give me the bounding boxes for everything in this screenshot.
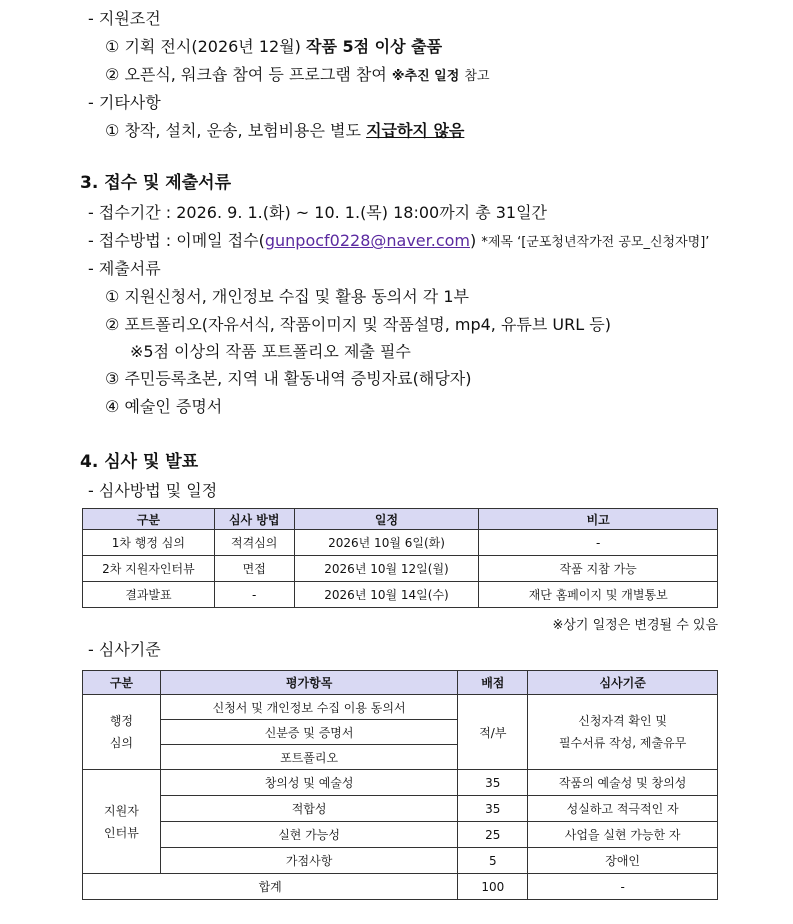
other-notes-heading: - 기타사항 [88, 93, 161, 112]
schedule-reference: ※추진 일정 [391, 69, 460, 84]
table-cell: 작품 지참 가능 [479, 556, 718, 582]
document-note: ※5점 이상의 작품 포트폴리오 제출 필수 [130, 342, 411, 361]
total-label: 합계 [83, 874, 458, 900]
table-cell: - [479, 530, 718, 556]
table-cell: 성실하고 적극적인 자 [528, 796, 718, 822]
column-header: 구분 [83, 509, 215, 530]
subject-note: *제목 ‘[군포청년작가전 공모_신청자명]’ [481, 235, 710, 250]
support-condition-item-2 [105, 65, 490, 87]
item-emphasis: 작품 5점 이상 출품 [306, 37, 443, 56]
table-header-row [83, 671, 718, 695]
schedule-heading: - 심사방법 및 일정 [88, 481, 218, 500]
method-label: - 접수방법 : 이메일 접수( [88, 231, 265, 250]
application-method [88, 231, 709, 253]
table-row [83, 530, 718, 556]
criteria-table [82, 670, 718, 900]
support-conditions-heading: - 지원조건 [88, 9, 161, 28]
column-header: 일정 [294, 509, 479, 530]
total-criteria: - [528, 874, 718, 900]
item-text: 창작, 설치, 운송, 보험비용은 별도 [124, 121, 361, 140]
column-header: 심사 방법 [214, 509, 294, 530]
support-condition-item-1 [105, 37, 442, 57]
table-cell: 재단 홈페이지 및 개별통보 [479, 582, 718, 608]
document-item [105, 287, 469, 307]
table-row [83, 770, 718, 796]
item-emphasis: 지급하지 않음 [366, 121, 465, 140]
table-cell: 면접 [214, 556, 294, 582]
item-number: ④ [105, 397, 120, 416]
column-header: 구분 [83, 671, 161, 695]
admin-score: 적/부 [458, 695, 528, 770]
table-row [83, 848, 718, 874]
item-number: ① [105, 37, 120, 56]
table-cell: 신청서 및 개인정보 수집 이용 동의서 [160, 695, 457, 720]
column-header: 비고 [479, 509, 718, 530]
item-number: ① [105, 121, 120, 140]
item-text: 주민등록초본, 지역 내 활동내역 증빙자료(해당자) [124, 369, 472, 388]
item-number: ① [105, 287, 120, 306]
item-text: 기획 전시(2026년 12월) [124, 37, 301, 56]
section-4-title: 4. 심사 및 발표 [80, 452, 199, 472]
documents-heading: - 제출서류 [88, 259, 161, 278]
column-header: 배점 [458, 671, 528, 695]
item-text: 예술인 증명서 [124, 397, 223, 416]
table-cell: - [214, 582, 294, 608]
table-cell: 작품의 예술성 및 창의성 [528, 770, 718, 796]
item-number: ③ [105, 369, 120, 388]
table-cell: 창의성 및 예술성 [160, 770, 457, 796]
table-cell: 35 [458, 770, 528, 796]
other-note-item-1 [105, 121, 464, 141]
table-row [83, 556, 718, 582]
item-text: 지원신청서, 개인정보 수집 및 활용 동의서 각 1부 [124, 287, 469, 306]
item-number: ② [105, 65, 120, 84]
table-cell: 5 [458, 848, 528, 874]
section-3-title: 3. 접수 및 제출서류 [80, 173, 231, 193]
table-cell: 1차 행정 심의 [83, 530, 215, 556]
table-cell: 실현 가능성 [160, 822, 457, 848]
interview-group: 지원자 인터뷰 [83, 770, 161, 874]
application-period: - 접수기간 : 2026. 9. 1.(화) ~ 10. 1.(목) 18:00까지 총 31일간 [88, 203, 548, 222]
table-cell: 2026년 10월 12일(월) [294, 556, 479, 582]
table-cell: 2026년 10월 6일(화) [294, 530, 479, 556]
table-row [83, 796, 718, 822]
column-header: 평가항목 [160, 671, 457, 695]
column-header: 심사기준 [528, 671, 718, 695]
item-text: 포트폴리오(자유서식, 작품이미지 및 작품설명, mp4, 유튜브 URL 등) [124, 315, 611, 334]
total-score: 100 [458, 874, 528, 900]
admin-criteria: 신청자격 확인 및 필수서류 작성, 제출유무 [528, 695, 718, 770]
table-cell: 신분증 및 증명서 [160, 720, 457, 745]
document-item [105, 315, 611, 335]
table-cell: 가점사항 [160, 848, 457, 874]
table-cell: 2차 지원자인터뷰 [83, 556, 215, 582]
document-item [105, 369, 471, 389]
schedule-table [82, 508, 718, 608]
table-cell: 35 [458, 796, 528, 822]
reference-suffix: 참고 [464, 69, 490, 84]
table-cell: 포트폴리오 [160, 745, 457, 770]
email-link[interactable]: gunpocf0228@naver.com [264, 231, 471, 250]
table-cell: 적격심의 [214, 530, 294, 556]
item-text: 오픈식, 워크숍 참여 등 프로그램 참여 [124, 65, 387, 84]
item-number: ② [105, 315, 120, 334]
table-row [83, 695, 718, 720]
method-close: ) [470, 231, 477, 250]
table-cell: 25 [458, 822, 528, 848]
admin-review-group: 행정 심의 [83, 695, 161, 770]
table-cell: 사업을 실현 가능한 자 [528, 822, 718, 848]
table-header-row [83, 509, 718, 530]
table-row [83, 582, 718, 608]
table-cell: 장애인 [528, 848, 718, 874]
criteria-heading: - 심사기준 [88, 640, 161, 659]
table-cell: 결과발표 [83, 582, 215, 608]
schedule-change-note: ※상기 일정은 변경될 수 있음 [552, 618, 718, 633]
document-item [105, 397, 222, 417]
total-row [83, 874, 718, 900]
table-cell: 2026년 10월 14일(수) [294, 582, 479, 608]
table-cell: 적합성 [160, 796, 457, 822]
table-row [83, 822, 718, 848]
